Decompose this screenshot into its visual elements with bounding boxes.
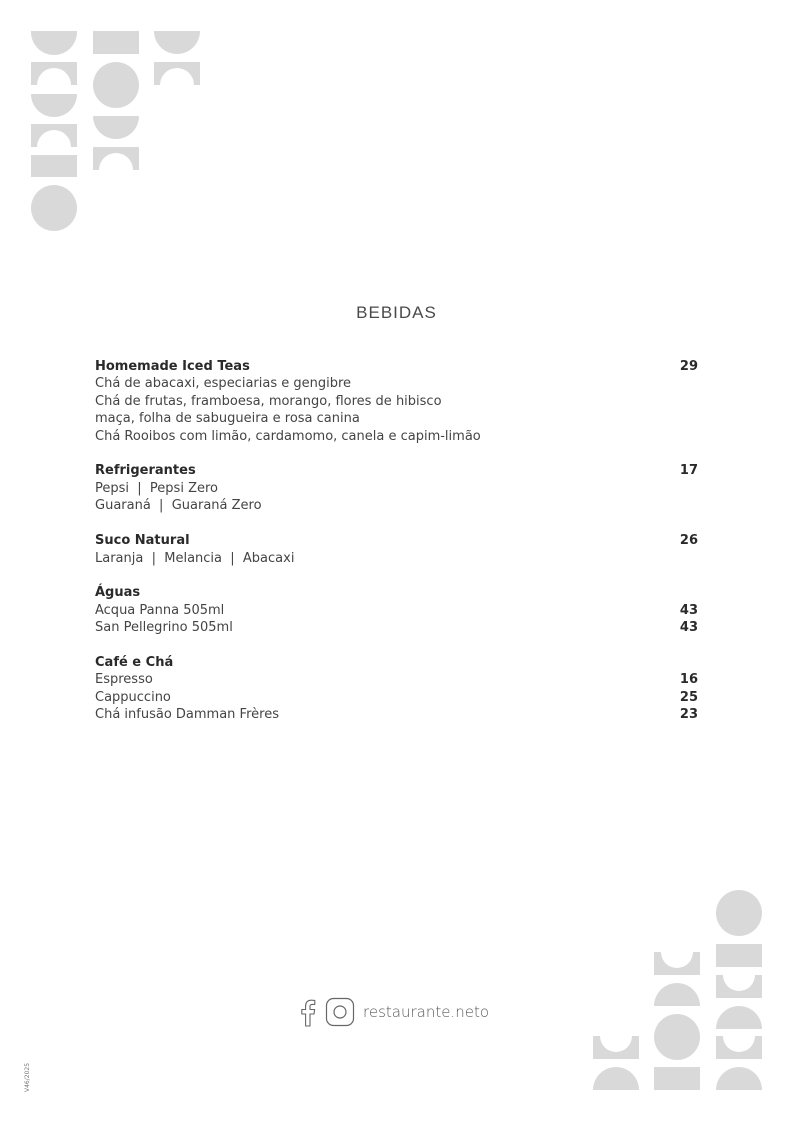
menu-item (95, 428, 698, 445)
section-header (95, 358, 698, 375)
item-text: Pepsi | Pepsi Zero (95, 480, 218, 496)
social-footer (297, 997, 489, 1027)
item-text: Chá de abacaxi, especiarias e gengibre (95, 376, 352, 392)
item-text: Guaraná | Guaraná Zero (95, 498, 262, 514)
page-title: BEBIDAS (356, 303, 437, 322)
facebook-icon[interactable] (297, 997, 319, 1027)
menu-item (95, 706, 698, 723)
item-text: maça, folha de sabugueira e rosa canina (95, 411, 360, 427)
menu-item (95, 550, 698, 567)
menu-item (95, 671, 698, 688)
item-text: Chá Rooibos com limão, cardamomo, canela e capim-limão (95, 428, 481, 444)
menu-list (95, 358, 698, 741)
section-price: 26 (679, 533, 698, 549)
menu-section (95, 654, 698, 724)
item-text: Cappuccino (95, 689, 171, 705)
menu-section (95, 532, 698, 567)
menu-item (95, 619, 698, 636)
item-text: San Pellegrino 505ml (95, 620, 233, 636)
item-text: Laranja | Melancia | Abacaxi (95, 550, 295, 566)
item-price: 23 (679, 707, 698, 723)
menu-section (95, 462, 698, 514)
decorative-pattern-top (0, 0, 220, 240)
section-name: Refrigerantes (95, 463, 196, 479)
item-text: Chá infusão Damman Frères (95, 707, 279, 723)
section-name: Homemade Iced Teas (95, 359, 250, 374)
section-header (95, 532, 698, 549)
menu-item (95, 375, 698, 392)
menu-item (95, 689, 698, 706)
item-text: Chá de frutas, framboesa, morango, flores de hibisco (95, 393, 442, 409)
item-price: 43 (679, 620, 698, 636)
instagram-icon[interactable] (325, 997, 355, 1027)
section-price: 17 (679, 463, 698, 479)
version-code: V46/2025 (24, 1062, 31, 1092)
section-header (95, 462, 698, 479)
section-name: Suco Natural (95, 533, 190, 549)
menu-item (95, 497, 698, 514)
section-header (95, 654, 698, 671)
item-text: Acqua Panna 505ml (95, 602, 225, 618)
item-price: 43 (679, 602, 698, 618)
menu-section (95, 584, 698, 636)
menu-item (95, 602, 698, 619)
decorative-pattern-bottom (580, 880, 780, 1100)
menu-item (95, 480, 698, 497)
section-name: Águas (95, 585, 141, 601)
item-price: 16 (679, 672, 698, 688)
menu-item (95, 410, 698, 427)
item-price: 25 (679, 689, 698, 705)
social-handle[interactable]: restaurante.neto (363, 1003, 489, 1021)
section-price: 29 (679, 359, 698, 374)
menu-item (95, 393, 698, 410)
item-text: Espresso (95, 672, 153, 688)
section-header (95, 584, 698, 601)
menu-section (95, 358, 698, 445)
section-name: Café e Chá (95, 655, 174, 671)
